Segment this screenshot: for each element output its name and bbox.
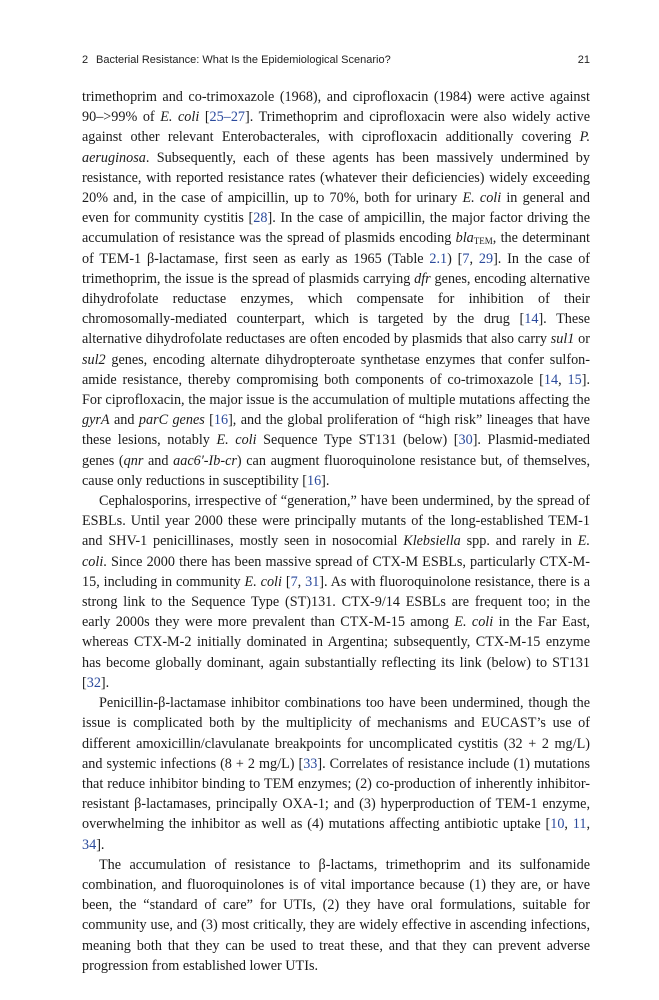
text-run: The accumulation of resistance to β-lactams, trimethoprim and its sulfonamide combination, and fluoroquinolones is of vital importance because (1) they are, or have been, the “standard of care” for UTIs, (2) they have oral formulations, suitable for community use, and (3) most critically, they are widely effective in ascending infections, meaning both that they can be used to treat these, and that they can prevent adverse progression from established lower UTIs. (82, 856, 590, 974)
running-title: Bacterial Resistance: What Is the Epidemiological Scenario? (96, 54, 391, 66)
text-run: genes, encoding alternative dihydrofolate reductase enzymes, which compensate for inhibition of their chromosomally-mediated counterpart, which is targeted by the drug [ (82, 270, 590, 328)
text-run: in the Far East, whereas CTX-M-2 initially dominated in Argentina; subsequently, CTX-M-15 enzyme has become globally dominant, again substantially reflecting its link (below) to ST131 [ (82, 614, 590, 691)
running-header (82, 54, 590, 68)
text-run: in general and even for community cystitis [ (82, 190, 590, 227)
text-run: Sequence Type ST131 (below) [ (256, 432, 459, 449)
text-run: . Since 2000 there has been massive spread of CTX-M ESBLs, particularly CTX-M-15, including in community (82, 553, 590, 590)
text-run: genes, encoding alternate dihydropteroate synthetase enzymes that confer sulfonamide resistance, thereby compromising both components of co-trimoxazole [ (82, 351, 590, 388)
citation-link[interactable]: 15 (567, 371, 582, 388)
italic-term: bla (455, 230, 474, 247)
citation-link[interactable]: 10 (550, 816, 565, 833)
italic-term: P. aeruginosa (82, 129, 590, 166)
text-run: ]. Correlates of resistance include (1) mutations that reduce inhibitor binding to TEM enzymes; (2) co-production of inherently inhibitor-resistant β-lactamases, principally OXA-1; and (3) hyperproduction of TEM-1 enzyme, overwhelming the inhibitor as well as (4) mutations affecting antibiotic uptake [ (82, 755, 590, 833)
citation-link[interactable]: 7 (290, 573, 298, 590)
italic-term: E. coli (160, 109, 200, 126)
italic-term: E. coli (462, 190, 502, 207)
text-run: , the determinant of TEM-1 β-lactamase, first seen as early as 1965 (Table (82, 230, 590, 267)
italic-term: qnr (123, 452, 144, 469)
citation-link[interactable]: 16 (213, 412, 229, 429)
italic-term: sul1 (550, 331, 575, 348)
citation-link[interactable]: 14 (543, 371, 559, 388)
citation-link[interactable]: 31 (305, 573, 320, 590)
italic-term: E. coli (244, 573, 282, 590)
text-run: Cephalosporins, irrespective of “generation,” have been undermined, by the spread of ESBLs. Until year 2000 these were principally mutants of the long-established TEM-1 and SHV-1 penicillinases, mostly seen in nosocomial (82, 493, 590, 550)
citation-link[interactable]: 28 (253, 210, 268, 227)
page-number: 21 (577, 54, 590, 66)
text-run: or (574, 331, 590, 348)
text-run: [ (199, 109, 210, 126)
text-run: ]. Trimethoprim and ciprofloxacin were also widely active against other relevant Enterobacterales, with ciprofloxacin additionally covering (82, 109, 590, 146)
paragraph (82, 855, 590, 976)
paragraph (82, 693, 590, 855)
chapter-number: 2 (82, 54, 89, 66)
text-run: ]. For ciprofloxacin, the major issue is the accumulation of multiple mutations affecting the (82, 371, 591, 409)
citation-link[interactable]: 33 (303, 755, 318, 772)
citation-link[interactable]: 14 (524, 311, 539, 328)
text-run: [ (281, 573, 291, 590)
italic-term: aac6′-Ib-cr (173, 452, 237, 469)
text-run: , (469, 250, 479, 267)
text-run: ], and the global proliferation of “high risk” lineages that have these lesions, notably (82, 412, 590, 449)
citation-link[interactable]: 29 (478, 250, 494, 267)
italic-term: E. coli (82, 533, 590, 570)
italic-term: gyrA (82, 412, 110, 429)
citation-link[interactable]: 2.1 (429, 250, 448, 267)
italic-term: Klebsiella (403, 533, 461, 550)
subscript: TEM (473, 236, 493, 247)
text-run: [ (204, 412, 214, 429)
text-run: ]. (321, 472, 330, 489)
text-run: trimethoprim and co-trimoxazole (1968), and ciprofloxacin (1984) were active against 90–>99% of (82, 89, 590, 126)
italic-term: E. coli (216, 432, 257, 449)
text-run: ]. Plasmid-mediated genes ( (82, 432, 590, 469)
text-run: Penicillin-β-lactamase inhibitor combinations too have been undermined, though the issue is complicated both by the multiplicity of mechanisms and EUCAST’s use of different amoxicillin/clavulanate breakpoints for uncomplicated cystitis (32 + 2 mg/L) and systemic infections (8 + 2 mg/L) [ (82, 695, 590, 772)
text-run: ]. (96, 836, 105, 853)
text-run: ]. In the case of trimethoprim, the issue is the spread of plasmids carrying (82, 250, 591, 287)
text-run: , (558, 371, 568, 388)
paragraph (82, 87, 590, 491)
text-run: and (143, 452, 174, 469)
italic-term: parC genes (138, 412, 205, 429)
citation-link[interactable]: 25–27 (209, 109, 246, 126)
paragraph (82, 491, 590, 693)
text-run: , (586, 816, 591, 833)
body-text (82, 87, 590, 976)
text-run: ) [ (447, 250, 463, 267)
citation-link[interactable]: 32 (86, 674, 101, 691)
text-run: ]. (100, 674, 110, 691)
citation-link[interactable]: 7 (462, 250, 470, 267)
citation-link[interactable]: 11 (572, 816, 587, 833)
italic-term: dfr (414, 270, 431, 287)
citation-link[interactable]: 16 (306, 472, 322, 489)
text-run: and (109, 412, 139, 429)
text-run: . Subsequently, each of these agents has been massively undermined by resistance, with reported resistance rates (whatever their deficiencies) widely exceeding 20% and, in the case of ampicillin, up to 70%, both for urinary (82, 149, 590, 207)
text-run: ]. These alternative dihydrofolate reductases are often encoded by plasmids that also carry (82, 311, 591, 348)
text-run: spp. and rarely in (460, 533, 578, 550)
text-run: ) can augment fluoroquinolone resistance but, of themselves, cause only reductions in susceptibility [ (82, 452, 590, 489)
text-run: ]. In the case of ampicillin, the major factor driving the accumulation of resistance was the spread of plasmids encoding (82, 210, 590, 247)
italic-term: E. coli (454, 614, 494, 631)
italic-term: sul2 (82, 351, 106, 368)
citation-link[interactable]: 30 (458, 432, 473, 449)
citation-link[interactable]: 34 (82, 836, 97, 853)
text-run: , (564, 816, 573, 833)
text-run: , (297, 573, 306, 590)
text-run: ]. As with fluoroquinolone resistance, there is a strong link to the Sequence Type (ST)131. CTX-9/14 ESBLs are frequent too; in the early 2000s they were more prevalent than CTX-M-15 among (82, 573, 590, 631)
